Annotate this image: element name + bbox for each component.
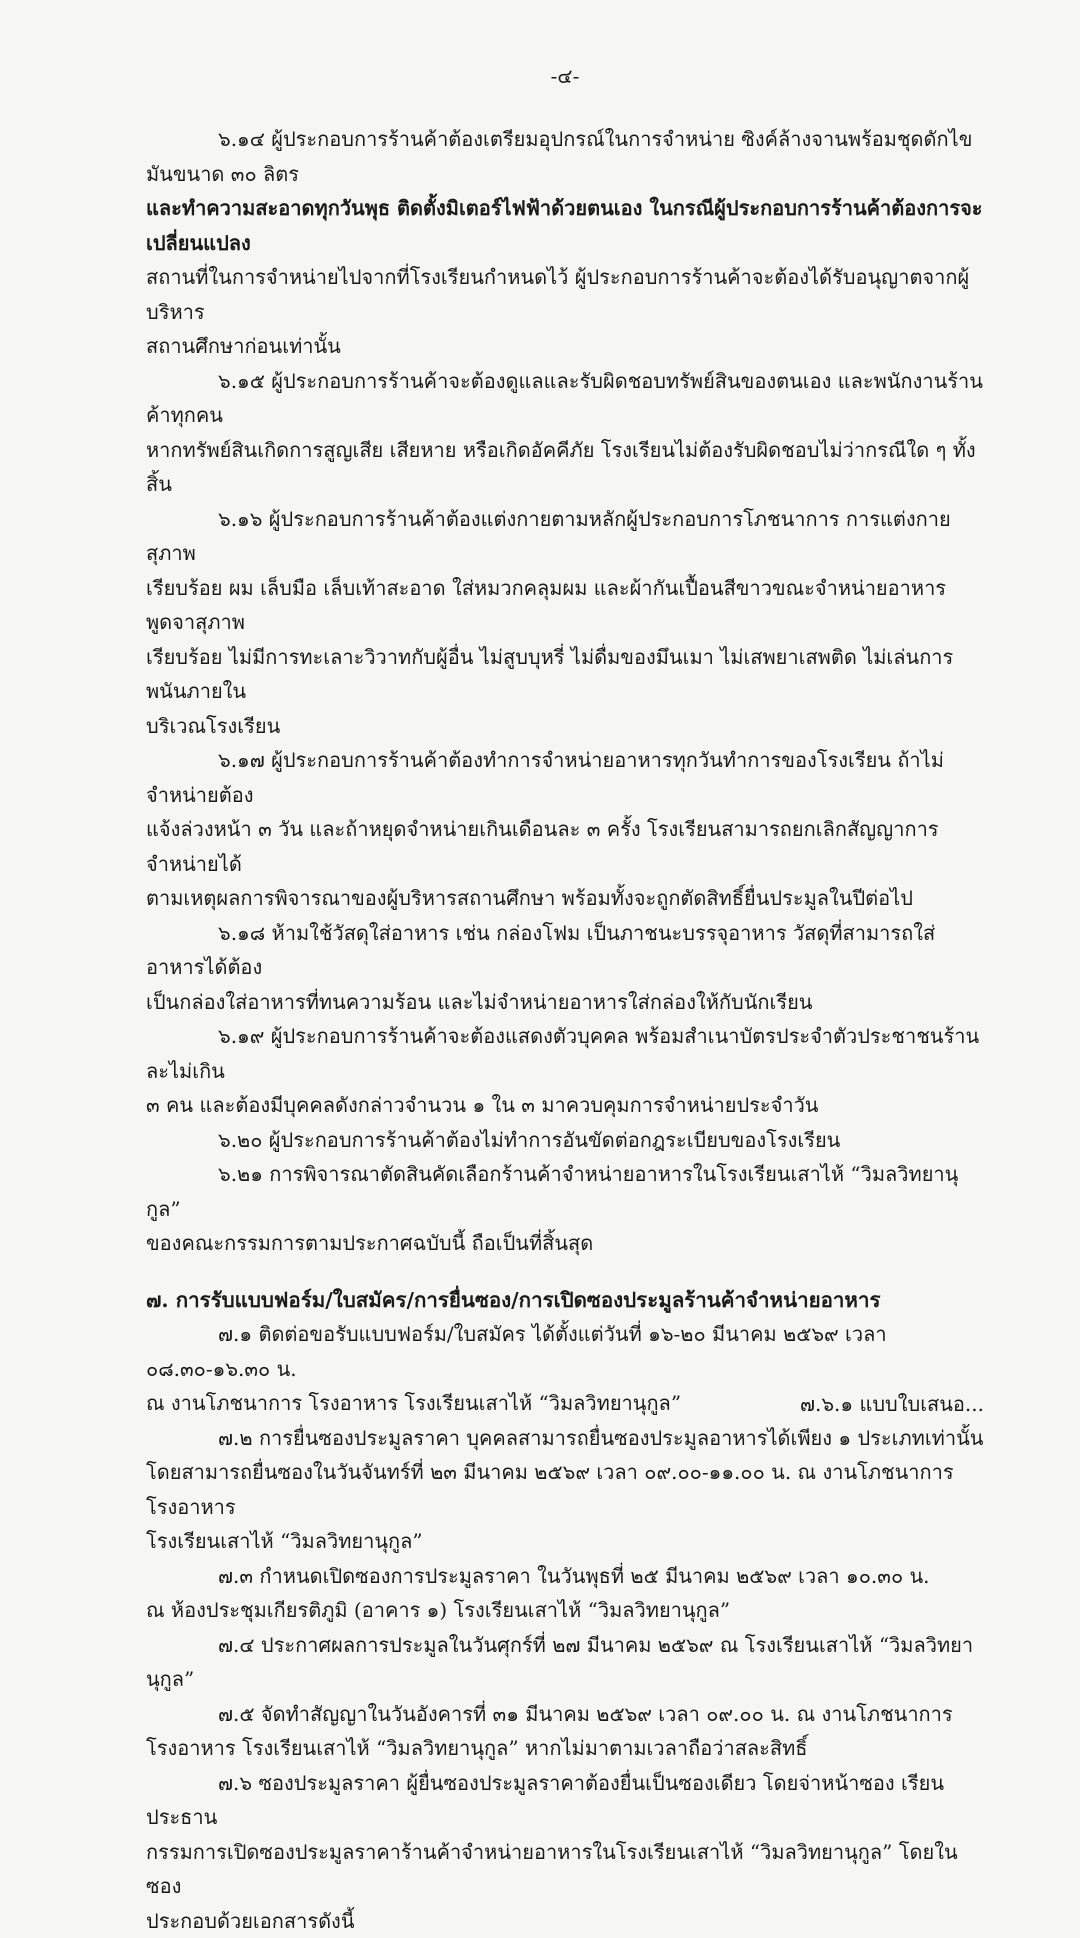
clause-7-2: ๗.๒ การยื่นซองประมูลราคา บุคคลสามารถยื่นซองประมูลอาหารได้เพียง ๑ ประเภทเท่านั้น โดยสามารถยื่นซองในวันจันทร์ที่ ๒๓ มีนาคม ๒๕๖๙ เวลา ๐๙.๐๐-๑๑.๐๐ น. ณ งานโภชนาการ โรงอาหาร โรงเรียนเสาไห้ “วิมลวิทยานุกูล” — [146, 1421, 984, 1559]
clause-6-17: ๖.๑๗ ผู้ประกอบการร้านค้าต้องทำการจำหน่ายอาหารทุกวันทำการของโรงเรียน ถ้าไม่จำหน่ายต้อง แจ้งล่วงหน้า ๓ วัน และถ้าหยุดจำหน่ายเกินเดือนละ ๓ ครั้ง โรงเรียนสามารถยกเลิกสัญญาการจำหน่ายได้ ตามเหตุผลการพิจารณาของผู้บริหารสถานศึกษา พร้อมทั้งจะถูกตัดสิทธิ์ยื่นประมูลในปีต่อไป — [146, 743, 984, 916]
clause-6-19: ๖.๑๙ ผู้ประกอบการร้านค้าจะต้องแสดงตัวบุคคล พร้อมสำเนาบัตรประจำตัวประชาชนร้านละไม่เกิน ๓ คน และต้องมีบุคคลดังกล่าวจำนวน ๑ ใน ๓ มาควบคุมการจำหน่ายประจำวัน — [146, 1019, 984, 1123]
clause-7-4: ๗.๔ ประกาศผลการประมูลในวันศุกร์ที่ ๒๗ มีนาคม ๒๕๖๙ ณ โรงเรียนเสาไห้ “วิมลวิทยานุกูล” — [146, 1628, 984, 1697]
clause-6-14: ๖.๑๔ ผู้ประกอบการร้านค้าต้องเตรียมอุปกรณ์ในการจำหน่าย ซิงค์ล้างจานพร้อมชุดดักไขมันขนาด ๓๐ ลิตร และทำความสะอาดทุกวันพุธ ติดตั้งมิเตอร์ไฟฟ้าด้วยตนเอง ในกรณีผู้ประกอบการร้านค้าต้องการจะเปลี่ยนแปลง สถานที่ในการจำหน่ายไปจากที่โรงเรียนกำหนดไว้ ผู้ประกอบการร้านค้าจะต้องได้รับอนุญาตจากผู้บริหาร สถานศึกษาก่อนเท่านั้น — [146, 122, 984, 364]
page-number: -๔- — [146, 60, 984, 92]
continuation-note: ๗.๖.๑ แบบใบเสนอ... — [800, 1388, 984, 1420]
clause-7-1: ๗.๑ ติดต่อขอรับแบบฟอร์ม/ใบสมัคร ได้ตั้งแต่วันที่ ๑๖-๒๐ มีนาคม ๒๕๖๙ เวลา ๐๘.๓๐-๑๖.๓๐ น. ณ งานโภชนาการ โรงอาหาร โรงเรียนเสาไห้ “วิมลวิทยานุกูล” — [146, 1317, 984, 1421]
clause-7-3: ๗.๓ กำหนดเปิดซองการประมูลราคา ในวันพุธที่ ๒๕ มีนาคม ๒๕๖๙ เวลา ๑๐.๓๐ น. ณ ห้องประชุมเกียรติภูมิ (อาคาร ๑) โรงเรียนเสาไห้ “วิมลวิทยานุกูล” — [146, 1559, 984, 1628]
section-spacer — [146, 1261, 984, 1283]
clause-6-21: ๖.๒๑ การพิจารณาตัดสินคัดเลือกร้านค้าจำหน่ายอาหารในโรงเรียนเสาไห้ “วิมลวิทยานุกูล” ของคณะกรรมการตามประกาศฉบับนี้ ถือเป็นที่สิ้นสุด — [146, 1157, 984, 1261]
section-7-heading: ๗. การรับแบบฟอร์ม/ใบสมัคร/การยื่นซอง/การเปิดซองประมูลร้านค้าจำหน่ายอาหาร — [146, 1283, 984, 1318]
clause-6-20: ๖.๒๐ ผู้ประกอบการร้านค้าต้องไม่ทำการอันขัดต่อกฎระเบียบของโรงเรียน — [146, 1123, 984, 1158]
clause-7-6: ๗.๖ ซองประมูลราคา ผู้ยื่นซองประมูลราคาต้องยื่นเป็นซองเดียว โดยจ่าหน้าซอง เรียนประธาน กรรมการเปิดซองประมูลราคาร้านค้าจำหน่ายอาหารในโรงเรียนเสาไห้ “วิมลวิทยานุกูล” โดยในซอง ประกอบด้วยเอกสารดังนี้ — [146, 1766, 984, 1938]
clause-6-16: ๖.๑๖ ผู้ประกอบการร้านค้าต้องแต่งกายตามหลักผู้ประกอบการโภชนาการ การแต่งกายสุภาพ เรียบร้อย ผม เล็บมือ เล็บเท้าสะอาด ใส่หมวกคลุมผม และผ้ากันเปื้อนสีขาวขณะจำหน่ายอาหาร พูดจาสุภาพ เรียบร้อย ไม่มีการทะเลาะวิวาทกับผู้อื่น ไม่สูบบุหรี่ ไม่ดื่มของมึนเมา ไม่เสพยาเสพติด ไม่เล่นการพนันภายใน บริเวณโรงเรียน — [146, 502, 984, 744]
clause-6-15: ๖.๑๕ ผู้ประกอบการร้านค้าจะต้องดูแลและรับผิดชอบทรัพย์สินของตนเอง และพนักงานร้านค้าทุกคน หากทรัพย์สินเกิดการสูญเสีย เสียหาย หรือเกิดอัคคีภัย โรงเรียนไม่ต้องรับผิดชอบไม่ว่ากรณีใด ๆ ทั้งสิ้น — [146, 364, 984, 502]
section-6-clauses — [146, 122, 984, 1261]
clause-6-18: ๖.๑๘ ห้ามใช้วัสดุใส่อาหาร เช่น กล่องโฟม เป็นภาชนะบรรจุอาหาร วัสดุที่สามารถใส่อาหารได้ต้อง เป็นกล่องใส่อาหารที่ทนความร้อน และไม่จำหน่ายอาหารใส่กล่องให้กับนักเรียน — [146, 916, 984, 1020]
clause-7-5: ๗.๕ จัดทำสัญญาในวันอังคารที่ ๓๑ มีนาคม ๒๕๖๙ เวลา ๐๙.๐๐ น. ณ งานโภชนาการ โรงอาหาร โรงเรียนเสาไห้ “วิมลวิทยานุกูล” หากไม่มาตามเวลาถือว่าสละสิทธิ์ — [146, 1697, 984, 1766]
